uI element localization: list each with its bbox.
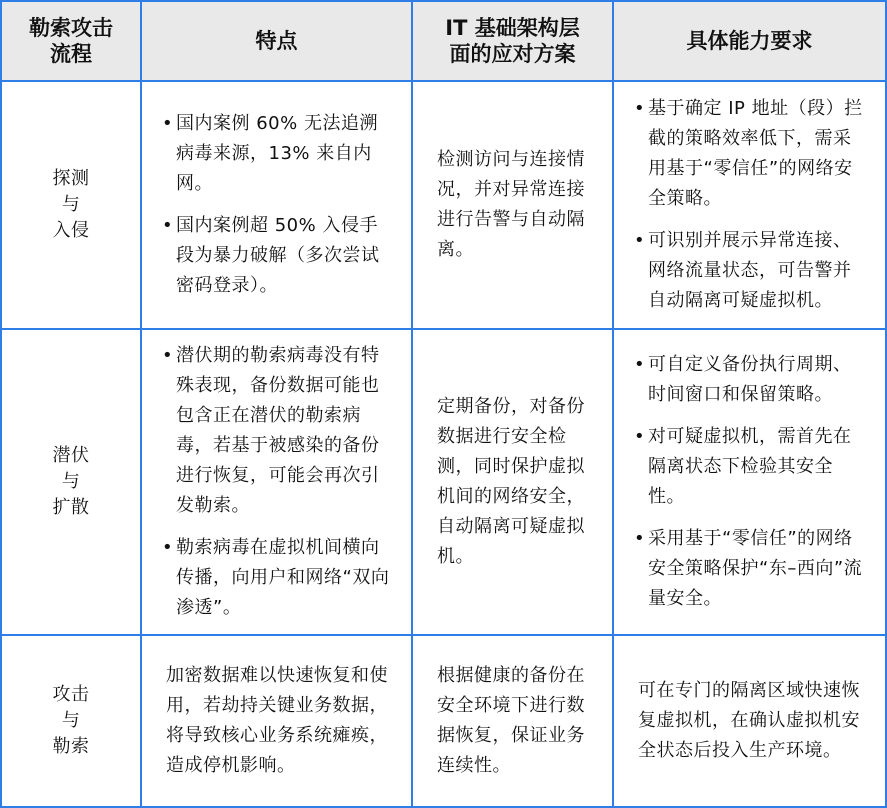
list-item: • 可自定义备份执行周期、时间窗口和保留策略。 [638,350,867,410]
features-cell: 加密数据难以快速恢复和使用，若劫持关键业务数据，将导致核心业务系统瘫痪，造成停机影响。 [141,635,412,807]
features-cell [141,81,412,329]
header-row [1,1,886,81]
header-features: 特点 [141,1,412,81]
list-item: • 国内案例超 50% 入侵手段为暴力破解（多次尝试密码登录）。 [166,211,393,301]
solution-cell: 检测访问与连接情况，并对异常连接进行告警与自动隔离。 [412,81,613,329]
list-item: • 对可疑虚拟机，需首先在隔离状态下检验其安全性。 [638,422,867,512]
table-row [1,329,886,635]
list-item: • 国内案例 60% 无法追溯病毒来源，13% 来自内网。 [166,109,393,199]
list-item: • 可识别并展示异常连接、网络流量状态，可告警并自动隔离可疑虚拟机。 [638,226,867,316]
stage-cell: 攻击 与 勒索 [1,635,141,807]
list-item: • 潜伏期的勒索病毒没有特殊表现，备份数据可能也包含正在潜伏的勒索病毒，若基于被感染的备份进行恢复，可能会再次引发勒索。 [166,341,393,521]
stage-cell: 探测 与 入侵 [1,81,141,329]
solution-cell: 根据健康的备份在安全环境下进行数据恢复，保证业务连续性。 [412,635,613,807]
requirements-cell: 可在专门的隔离区域快速恢复虚拟机，在确认虚拟机安全状态后投入生产环境。 [613,635,886,807]
header-requirements: 具体能力要求 [613,1,886,81]
requirements-cell [613,329,886,635]
list-item: • 基于确定 IP 地址（段）拦截的策略效率低下，需采用基于“零信任”的网络安全策略。 [638,94,867,214]
table-row [1,635,886,807]
requirements-cell [613,81,886,329]
stage-cell: 潜伏 与 扩散 [1,329,141,635]
header-solution: IT 基础架构层面的应对方案 [412,1,613,81]
list-item: • 勒索病毒在虚拟机间横向传播，向用户和网络“双向渗透”。 [166,533,393,623]
list-item: • 采用基于“零信任”的网络安全策略保护“东–西向”流量安全。 [638,524,867,614]
table-row [1,81,886,329]
features-cell [141,329,412,635]
header-stage: 勒索攻击流程 [1,1,141,81]
solution-cell: 定期备份，对备份数据进行安全检测，同时保护虚拟机间的网络安全，自动隔离可疑虚拟机。 [412,329,613,635]
